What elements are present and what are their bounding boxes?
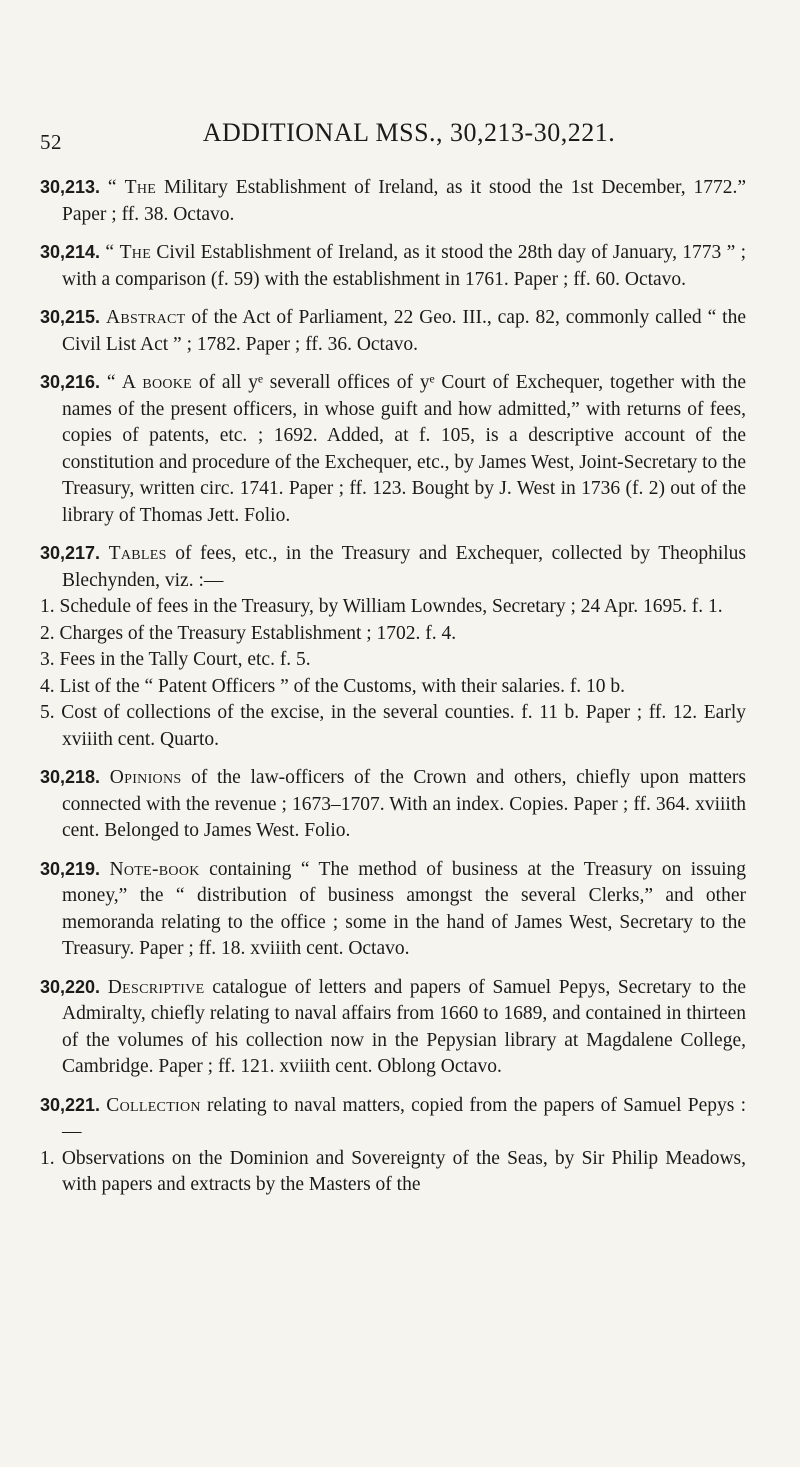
entry-text: of all yᵉ severall offices of yᵉ Court of Exchequer, together with the names of the present officers, in whose guift and how admitted,” with returns of fees, copies of patents, etc. ; 1692. Added, at f. 105, is a descriptive account of the constitution and procedure of the Exchequer, etc., by James West, Joint-Secretary to the Treasury, written circ. 1741. Paper ; ff. 123. Bought by J. West in 1736 (f. 2) out of the library of Thomas Jett. Folio.: [62, 372, 747, 526]
entry-item-list: [40, 1146, 746, 1199]
entry-item-list: [40, 594, 746, 753]
list-item: 1. Observations on the Dominion and Sovereignty of the Seas, by Sir Philip Meadows, with papers and extracts by the Masters of the: [40, 1147, 746, 1195]
catalogue-entry: [40, 239, 746, 293]
entry-number: 30,217.: [40, 543, 101, 563]
catalogue-entry: [40, 304, 746, 358]
list-item: 1. Schedule of fees in the Treasury, by William Lowndes, Secretary ; 24 Apr. 1695. f. 1.: [40, 596, 723, 617]
entry-number: 30,215.: [40, 307, 101, 327]
entry-number: 30,218.: [40, 767, 101, 787]
list-item: 5. Cost of collections of the excise, in the several counties. f. 11 b. Paper ; ff. 12. Early xviiith cent. Quarto.: [40, 702, 746, 750]
entry-lead: “ The: [107, 177, 157, 198]
entry-number: 30,213.: [40, 177, 101, 197]
catalogue-entry: [40, 764, 746, 845]
entry-number: 30,221.: [40, 1094, 101, 1115]
catalogue-entry: [40, 540, 746, 594]
catalogue-entry: [40, 974, 746, 1081]
entry-lead: “ The: [105, 242, 152, 263]
page-title: ADDITIONAL MSS., 30,213-30,221.: [202, 118, 616, 147]
entry-text: of fees, etc., in the Treasury and Exchequer, collected by Theophilus Blechynden, viz. :—: [62, 543, 746, 591]
entry-lead: Collection: [106, 1094, 201, 1116]
entry-lead: Opinions: [109, 767, 182, 788]
entry-text: Civil Establishment of Ireland, as it stood the 28th day of January, 1773 ” ; with a comparison (f. 59) with the establishment in 1761. Paper ; ff. 60. Octavo.: [62, 242, 746, 290]
running-head: [40, 118, 742, 154]
entry-lead: Descriptive: [107, 976, 205, 998]
catalogue-entry: [40, 1092, 746, 1146]
entry-text: containing “ The method of business at the Treasury on issuing money,” the “ distribution of business amongst the several Clerks,” and other memoranda relating to the office ; some in the hand of James West, Secretary to the Treasury. Paper ; ff. 18. xviiith cent. Octavo.: [62, 858, 746, 959]
entry-number: 30,220.: [40, 976, 101, 997]
catalogue-entry: [40, 174, 746, 228]
entry-text: catalogue of letters and papers of Samuel Pepys, Secretary to the Admiralty, chiefly relating to naval affairs from 1660 to 1689, and contained in thirteen of the volumes of his collection now in the Pepysian library at Magdalene College, Cambridge. Paper ; ff. 121. xviiith cent. Oblong Octavo.: [62, 976, 747, 1077]
entry-text: of the Act of Parliament, 22 Geo. III., cap. 82, commonly called “ the Civil List Act ” ; 1782. Paper ; ff. 36. Octavo.: [62, 307, 746, 355]
entry-lead: Note-book: [109, 858, 200, 880]
entry-text: Military Establishment of Ireland, as it stood the 1st December, 1772.” Paper ; ff. 38. Octavo.: [62, 177, 746, 225]
entry-lead: Tables: [108, 543, 167, 564]
list-item: 2. Charges of the Treasury Establishment ; 1702. f. 4.: [40, 622, 457, 644]
page-number: 52: [40, 130, 62, 154]
entry-lead: Abstract: [106, 307, 186, 328]
entry-number: 30,216.: [40, 372, 101, 392]
entry-lead: “ A booke: [106, 372, 193, 393]
catalogue-entry: [40, 369, 746, 529]
entry-text: of the law-officers of the Crown and others, chiefly upon matters connected with the revenue ; 1673–1707. With an index. Copies. Paper ; ff. 364. xviiith cent. Belonged to James West. Folio.: [62, 767, 747, 841]
catalogue-entry: [40, 856, 746, 963]
catalogue-body: [40, 174, 746, 1210]
entry-text: relating to naval matters, copied from the papers of Samuel Pepys :—: [62, 1094, 746, 1142]
entry-number: 30,214.: [40, 242, 101, 262]
list-item: 4. List of the “ Patent Officers ” of the Customs, with their salaries. f. 10 b.: [40, 675, 626, 697]
entry-number: 30,219.: [40, 858, 101, 879]
list-item: 3. Fees in the Tally Court, etc. f. 5.: [40, 649, 311, 670]
